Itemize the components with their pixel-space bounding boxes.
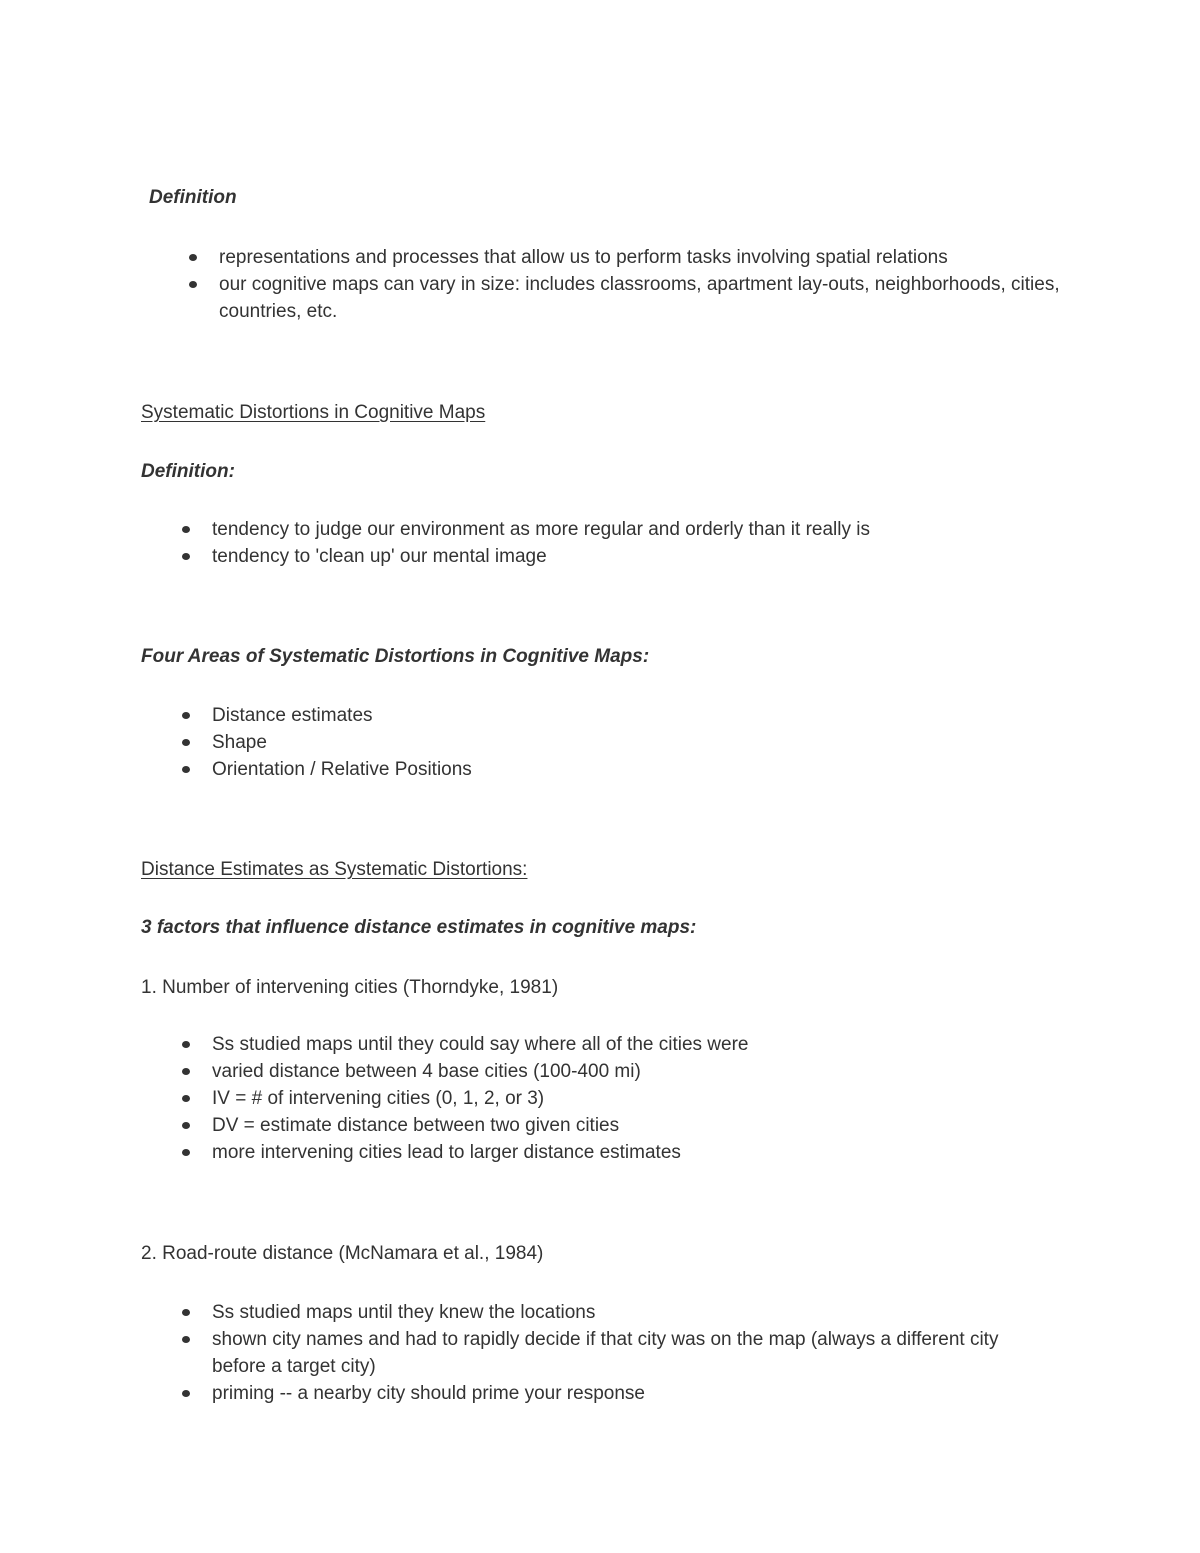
- bullet-icon: [182, 1122, 190, 1129]
- bullet-icon: [182, 526, 190, 533]
- bullet-icon: [182, 1068, 190, 1075]
- list-item: our cognitive maps can vary in size: includes classrooms, apartment lay-outs, neighborhoods, cities, countries, etc.: [219, 271, 1079, 325]
- list-item: representations and processes that allow us to perform tasks involving spatial relations: [219, 244, 1079, 271]
- bullet-icon: [182, 766, 190, 773]
- four-areas-heading: Four Areas of Systematic Distortions in Cognitive Maps:: [141, 646, 650, 667]
- bullet-icon: [182, 1149, 190, 1156]
- list-item: Ss studied maps until they could say where all of the cities were: [212, 1031, 1072, 1058]
- list-item: Distance estimates: [212, 702, 1072, 729]
- list-item: DV = estimate distance between two given cities: [212, 1112, 1072, 1139]
- bullet-icon: [182, 712, 190, 719]
- bullet-icon: [182, 1390, 190, 1397]
- list-item: priming -- a nearby city should prime your response: [212, 1380, 1042, 1407]
- list-item: shown city names and had to rapidly decide if that city was on the map (always a different city before a target city): [212, 1326, 1042, 1380]
- definition-heading: Definition: [149, 187, 237, 208]
- factor-2-bullet-list: [212, 1299, 1042, 1407]
- bullet-icon: [182, 1309, 190, 1316]
- bullet-icon: [189, 254, 197, 261]
- factor-1-label: 1. Number of intervening cities (Thorndyke, 1981): [141, 977, 559, 998]
- list-item: Ss studied maps until they knew the locations: [212, 1299, 1042, 1326]
- systematic-definition-heading: Definition:: [141, 461, 235, 482]
- list-item: Orientation / Relative Positions: [212, 756, 1072, 783]
- factor-2-label: 2. Road-route distance (McNamara et al., 1984): [141, 1243, 544, 1264]
- bullet-icon: [182, 553, 190, 560]
- list-item: IV = # of intervening cities (0, 1, 2, or 3): [212, 1085, 1072, 1112]
- list-item: varied distance between 4 base cities (100-400 mi): [212, 1058, 1072, 1085]
- definition-bullet-list: [219, 244, 1079, 325]
- bullet-icon: [182, 1041, 190, 1048]
- systematic-definition-bullet-list: [212, 516, 1072, 570]
- list-item: tendency to 'clean up' our mental image: [212, 543, 1072, 570]
- bullet-icon: [182, 1336, 190, 1343]
- list-item: tendency to judge our environment as more regular and orderly than it really is: [212, 516, 1072, 543]
- bullet-icon: [182, 739, 190, 746]
- bullet-icon: [189, 281, 197, 288]
- distance-estimates-title: Distance Estimates as Systematic Distortions:: [141, 859, 528, 880]
- systematic-distortions-title: Systematic Distortions in Cognitive Maps: [141, 402, 486, 423]
- list-item: Shape: [212, 729, 1072, 756]
- factor-1-bullet-list: [212, 1031, 1072, 1166]
- three-factors-heading: 3 factors that influence distance estimates in cognitive maps:: [141, 917, 697, 938]
- bullet-icon: [182, 1095, 190, 1102]
- list-item: more intervening cities lead to larger distance estimates: [212, 1139, 1072, 1166]
- four-areas-bullet-list: [212, 702, 1072, 783]
